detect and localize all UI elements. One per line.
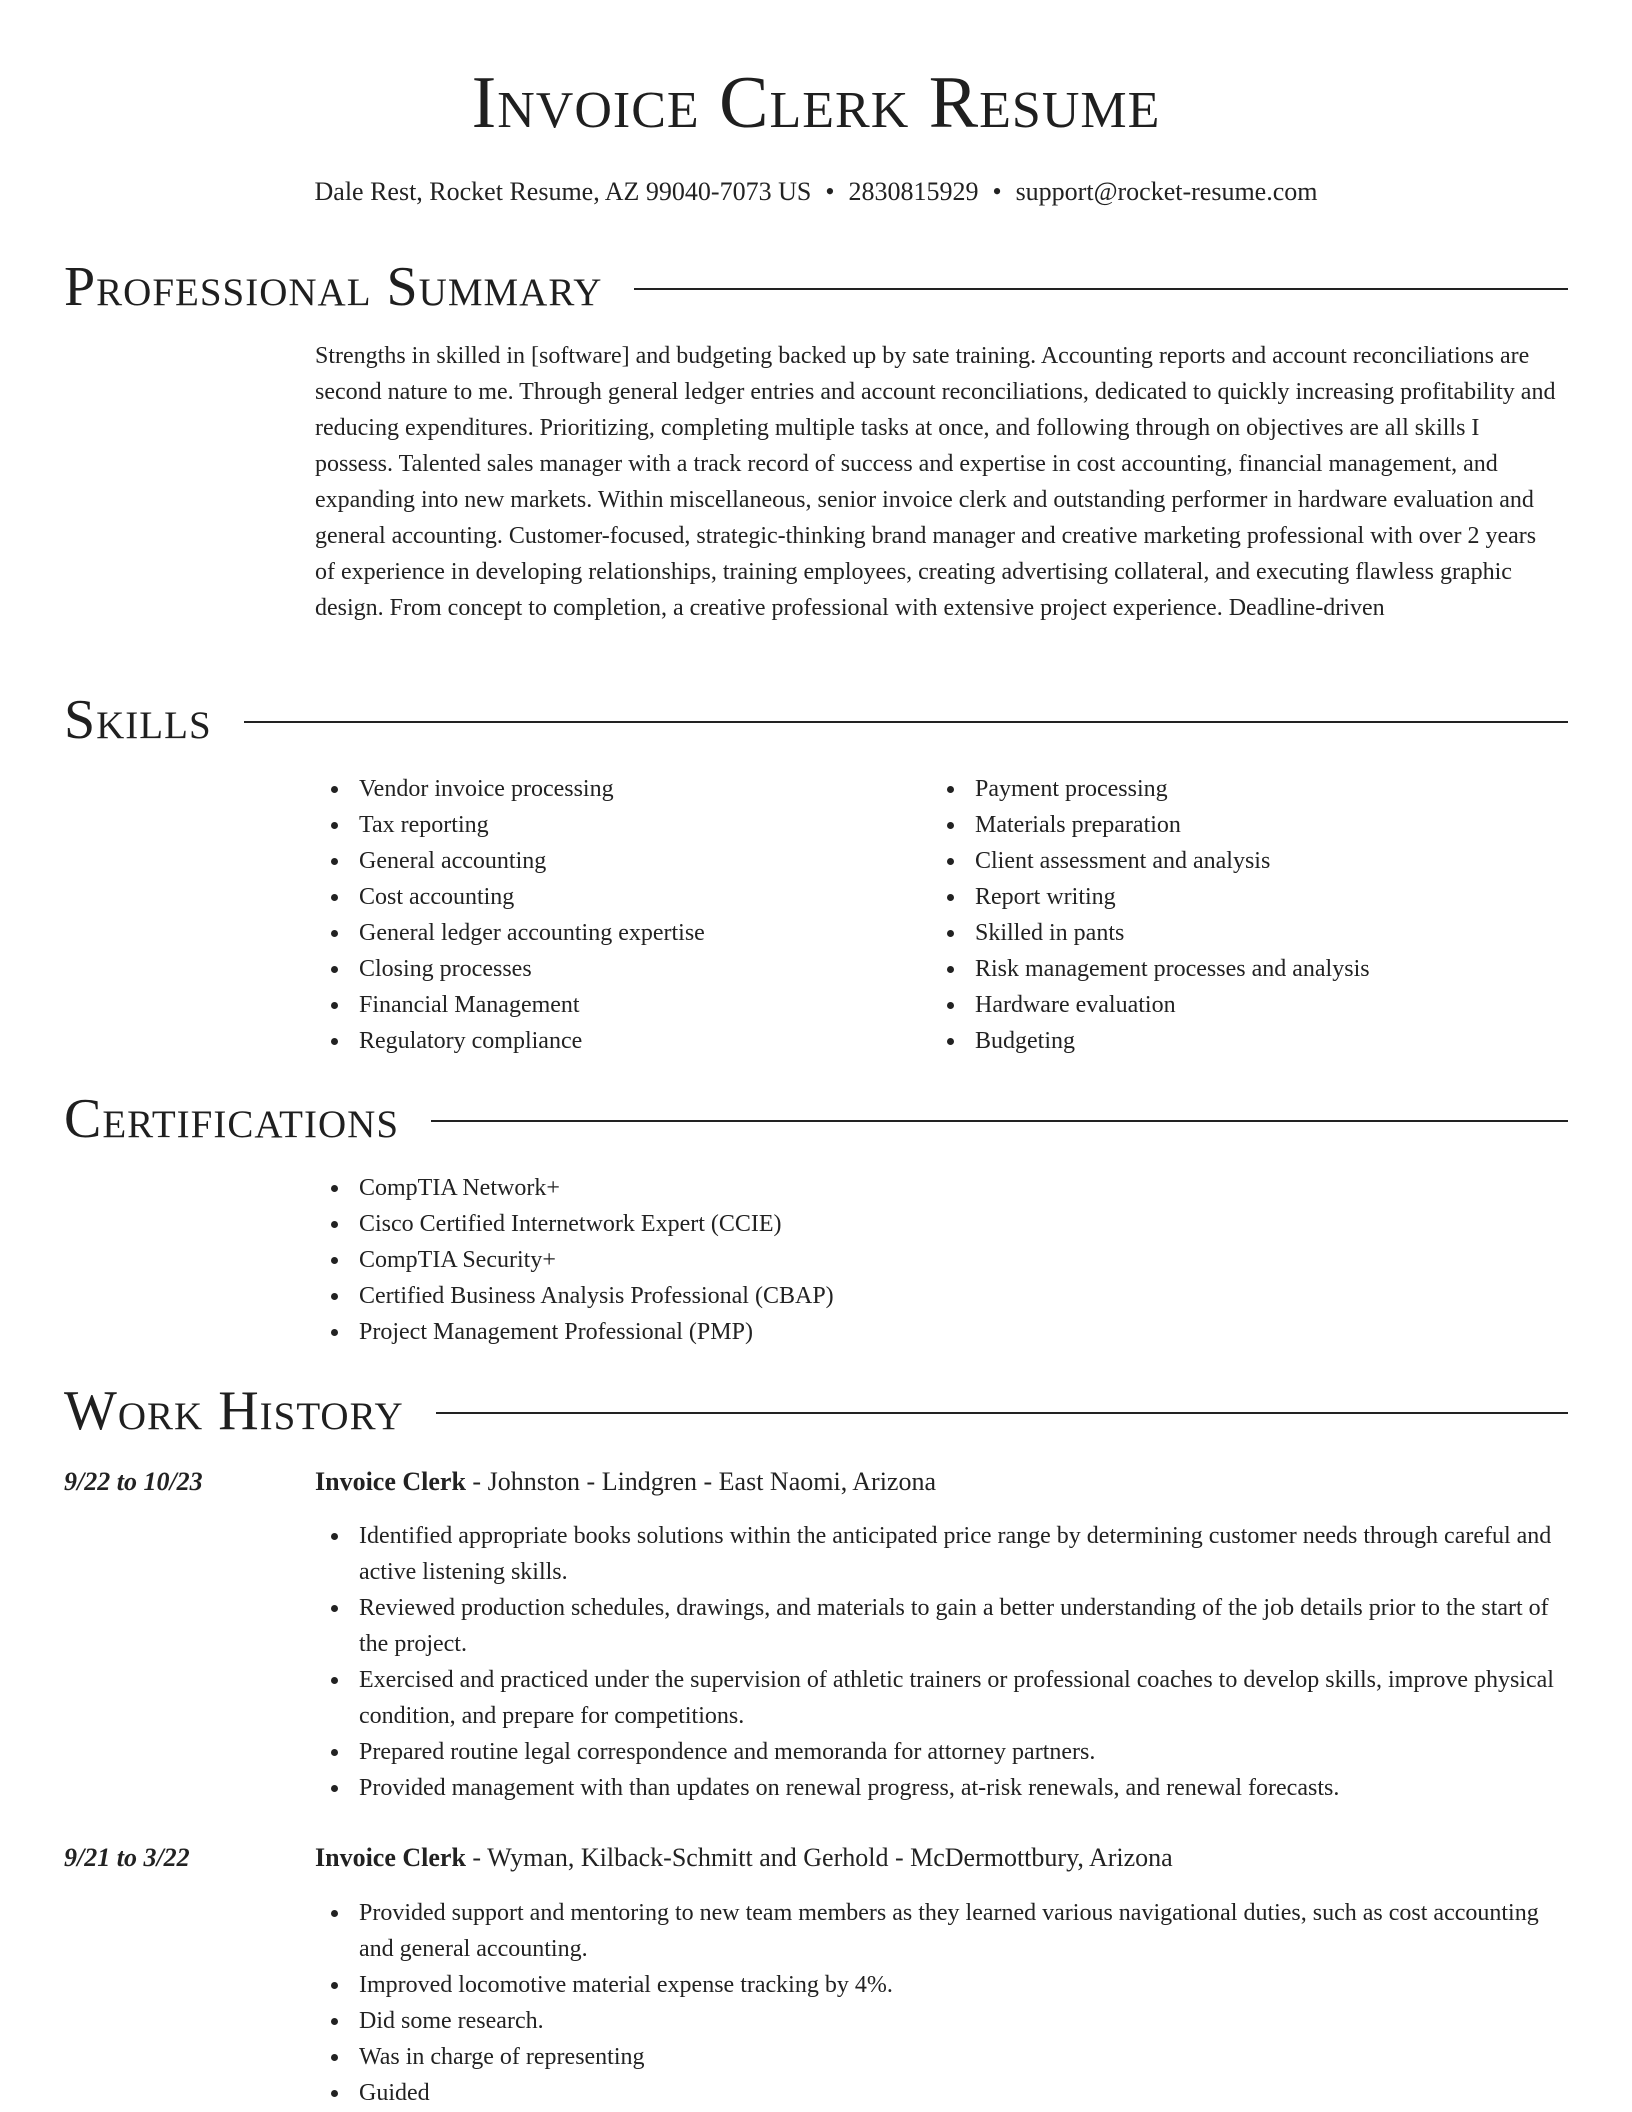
skills-section-header bbox=[64, 688, 1568, 752]
job-details: - Johnston - Lindgren - East Naomi, Arizona bbox=[465, 1467, 936, 1496]
document-title: Invoice Clerk Resume bbox=[471, 62, 1161, 144]
skill-item: Risk management processes and analysis bbox=[975, 951, 1491, 987]
job-bullet-list bbox=[315, 1895, 1565, 2111]
skill-item: Hardware evaluation bbox=[975, 987, 1491, 1023]
job-title-line bbox=[315, 1464, 1560, 1500]
contact-email: support@rocket-resume.com bbox=[1015, 177, 1318, 206]
contact-address: Dale Rest, Rocket Resume, AZ 99040-7073 US bbox=[314, 177, 812, 206]
job-dates: 9/22 to 10/23 bbox=[64, 1467, 203, 1496]
section-rule bbox=[244, 721, 1568, 723]
contact-separator: • bbox=[825, 177, 835, 206]
section-rule bbox=[634, 288, 1568, 290]
skills-left-column bbox=[315, 771, 875, 1059]
skill-item: Budgeting bbox=[975, 1023, 1491, 1059]
skill-item: Regulatory compliance bbox=[359, 1023, 875, 1059]
certification-item: CompTIA Security+ bbox=[359, 1242, 1560, 1278]
contact-line bbox=[0, 176, 1632, 208]
skill-item: Skilled in pants bbox=[975, 915, 1491, 951]
summary-heading: Professional Summary bbox=[64, 256, 603, 318]
skill-item: Materials preparation bbox=[975, 807, 1491, 843]
job-role: Invoice Clerk bbox=[315, 1843, 466, 1872]
skill-item: General ledger accounting expertise bbox=[359, 915, 875, 951]
skill-item: Cost accounting bbox=[359, 879, 875, 915]
job-bullet: Guided bbox=[359, 2075, 1565, 2111]
job-title-line bbox=[315, 1840, 1560, 1876]
certification-item: Certified Business Analysis Professional (CBAP) bbox=[359, 1278, 1560, 1314]
skill-item: Report writing bbox=[975, 879, 1491, 915]
work-history-heading: Work History bbox=[64, 1380, 404, 1442]
skill-item: Payment processing bbox=[975, 771, 1491, 807]
job-bullet: Provided support and mentoring to new team members as they learned various navigational duties, such as cost accounting and general accounting. bbox=[359, 1895, 1565, 1967]
job-bullet: Exercised and practiced under the supervision of athletic trainers or professional coaches to develop skills, improve physical condition, and prepare for competitions. bbox=[359, 1662, 1565, 1734]
job-bullet: Did some research. bbox=[359, 2003, 1565, 2039]
job-bullet: Improved locomotive material expense tracking by 4%. bbox=[359, 1967, 1565, 2003]
job-dates: 9/21 to 3/22 bbox=[64, 1843, 190, 1872]
summary-text: Strengths in skilled in [software] and budgeting backed up by sate training. Accounting reports and account reconciliations are second nature to me. Through general ledger entries and account reconciliations, dedicated to quickly increasing profitability and reducing expenditures. Prioritizing, completing multiple tasks at once, and following through on objectives are all skills I possess. Talented sales manager with a track record of success and expertise in cost accounting, financial management, and expanding into new markets. Within miscellaneous, senior invoice clerk and outstanding performer in hardware evaluation and general accounting. Customer-focused, strategic-thinking brand manager and creative marketing professional with over 2 years of experience in developing relationships, training employees, creating advertising collateral, and executing flawless graphic design. From concept to completion, a creative professional with extensive project experience. Deadline-driven bbox=[315, 343, 1556, 621]
certification-item: Project Management Professional (PMP) bbox=[359, 1314, 1560, 1350]
job-details: - Wyman, Kilback-Schmitt and Gerhold - McDermottbury, Arizona bbox=[465, 1843, 1173, 1872]
job-bullet: Provided management with than updates on renewal progress, at-risk renewals, and renewal forecasts. bbox=[359, 1770, 1565, 1806]
job-bullet-list bbox=[315, 1518, 1565, 1806]
contact-phone: 2830815929 bbox=[848, 177, 979, 206]
skill-item: General accounting bbox=[359, 843, 875, 879]
section-rule bbox=[431, 1120, 1568, 1122]
job-role: Invoice Clerk bbox=[315, 1467, 466, 1496]
skill-item: Client assessment and analysis bbox=[975, 843, 1491, 879]
certifications-list bbox=[315, 1170, 1560, 1350]
skill-item: Financial Management bbox=[359, 987, 875, 1023]
job-bullet: Prepared routine legal correspondence and memoranda for attorney partners. bbox=[359, 1734, 1565, 1770]
skill-item: Closing processes bbox=[359, 951, 875, 987]
certification-item: Cisco Certified Internetwork Expert (CCIE) bbox=[359, 1206, 1560, 1242]
summary-section-header bbox=[64, 255, 1568, 319]
certifications-heading: Certifications bbox=[64, 1088, 400, 1150]
skill-item: Tax reporting bbox=[359, 807, 875, 843]
job-bullet: Reviewed production schedules, drawings, and materials to gain a better understanding of the job details prior to the start of the project. bbox=[359, 1590, 1565, 1662]
skill-item: Vendor invoice processing bbox=[359, 771, 875, 807]
section-rule bbox=[436, 1412, 1568, 1414]
work-history-section-header bbox=[64, 1379, 1568, 1443]
contact-separator: • bbox=[992, 177, 1002, 206]
certifications-section-header bbox=[64, 1087, 1568, 1151]
job-bullet: Was in charge of representing bbox=[359, 2039, 1565, 2075]
skills-right-column bbox=[931, 771, 1491, 1059]
skills-heading: Skills bbox=[64, 689, 212, 751]
certification-item: CompTIA Network+ bbox=[359, 1170, 1560, 1206]
job-bullet: Identified appropriate books solutions within the anticipated price range by determining customer needs through careful and active listening skills. bbox=[359, 1518, 1565, 1590]
